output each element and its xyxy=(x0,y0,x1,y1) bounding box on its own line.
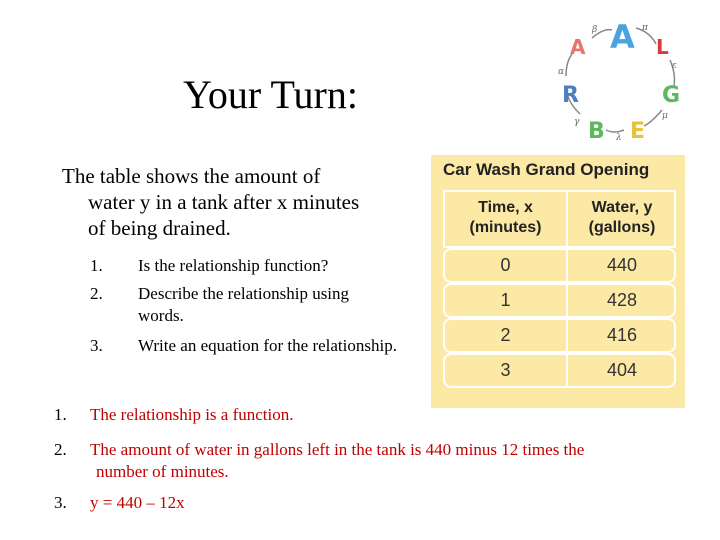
slide-title: Your Turn: xyxy=(183,72,358,117)
question-text: Is the relationship function? xyxy=(138,256,329,275)
answer-number: 3. xyxy=(54,493,67,512)
cell-water: 404 xyxy=(606,360,638,380)
table-row xyxy=(443,353,676,388)
answer-text xyxy=(90,439,700,483)
answer-equation: y = 440 – 12x xyxy=(90,493,185,512)
cell-water: 440 xyxy=(606,255,638,275)
cell-water: 416 xyxy=(606,325,638,345)
question-number: 2. xyxy=(90,284,103,303)
cell-water: 428 xyxy=(606,290,638,310)
logo-letter-a-big: A xyxy=(610,18,635,56)
question-text: Describe the relationship using words. xyxy=(138,284,350,325)
question-text: Write an equation for the relationship. xyxy=(138,336,397,355)
intro-line-2: water y in a tank after x minutes xyxy=(88,190,360,214)
algebra-cycle-logo-icon xyxy=(552,10,688,142)
header-water xyxy=(566,198,678,238)
cell-time: 2 xyxy=(500,325,511,345)
header-water-label: Water, y xyxy=(591,199,653,216)
table-header xyxy=(443,190,676,248)
logo-greek: ε xyxy=(672,61,677,71)
logo-letter-b: B xyxy=(588,119,605,142)
answer-text: The relationship is a function. xyxy=(90,405,294,424)
logo-arrow xyxy=(606,130,624,132)
header-time-label: Time, x xyxy=(478,199,533,216)
table-row xyxy=(443,248,676,283)
intro-line-3: of being drained. xyxy=(88,216,231,240)
table-row xyxy=(443,283,676,318)
question-number: 1. xyxy=(90,256,103,275)
logo-letter-l: L xyxy=(656,35,669,59)
header-time xyxy=(445,198,566,238)
cell-time: 0 xyxy=(500,255,511,275)
logo-arrow xyxy=(644,110,662,126)
logo-letter-r: R xyxy=(562,83,579,108)
question-number: 3. xyxy=(90,336,103,355)
logo-greek: β xyxy=(592,25,598,35)
header-time-unit: (minutes) xyxy=(469,219,542,236)
logo-greek: π xyxy=(642,23,648,33)
cell-time: 1 xyxy=(500,290,511,310)
answer-text-line-1: The amount of water in gallons left in the tank is 440 minus 12 times the xyxy=(90,440,585,459)
logo-greek: λ xyxy=(616,133,622,142)
answer-number: 1. xyxy=(54,405,67,424)
logo-greek: μ xyxy=(662,111,668,121)
intro-line-1: The table shows the amount of xyxy=(62,164,321,188)
algebra-logo-svg xyxy=(552,10,688,142)
answer-text-line-2: number of minutes. xyxy=(96,462,229,481)
intro-paragraph xyxy=(62,163,412,241)
logo-letter-g: G xyxy=(662,83,681,108)
logo-letter-e: E xyxy=(630,119,646,142)
answer-number: 2. xyxy=(54,440,67,459)
car-wash-table xyxy=(431,155,685,408)
cell-time: 3 xyxy=(500,360,511,380)
table-row xyxy=(443,318,676,353)
header-water-unit: (gallons) xyxy=(588,219,656,236)
logo-greek: α xyxy=(558,67,565,77)
logo-greek: γ xyxy=(574,117,580,127)
logo-letter-a: A xyxy=(570,35,586,59)
table-title: Car Wash Grand Opening xyxy=(443,160,650,179)
